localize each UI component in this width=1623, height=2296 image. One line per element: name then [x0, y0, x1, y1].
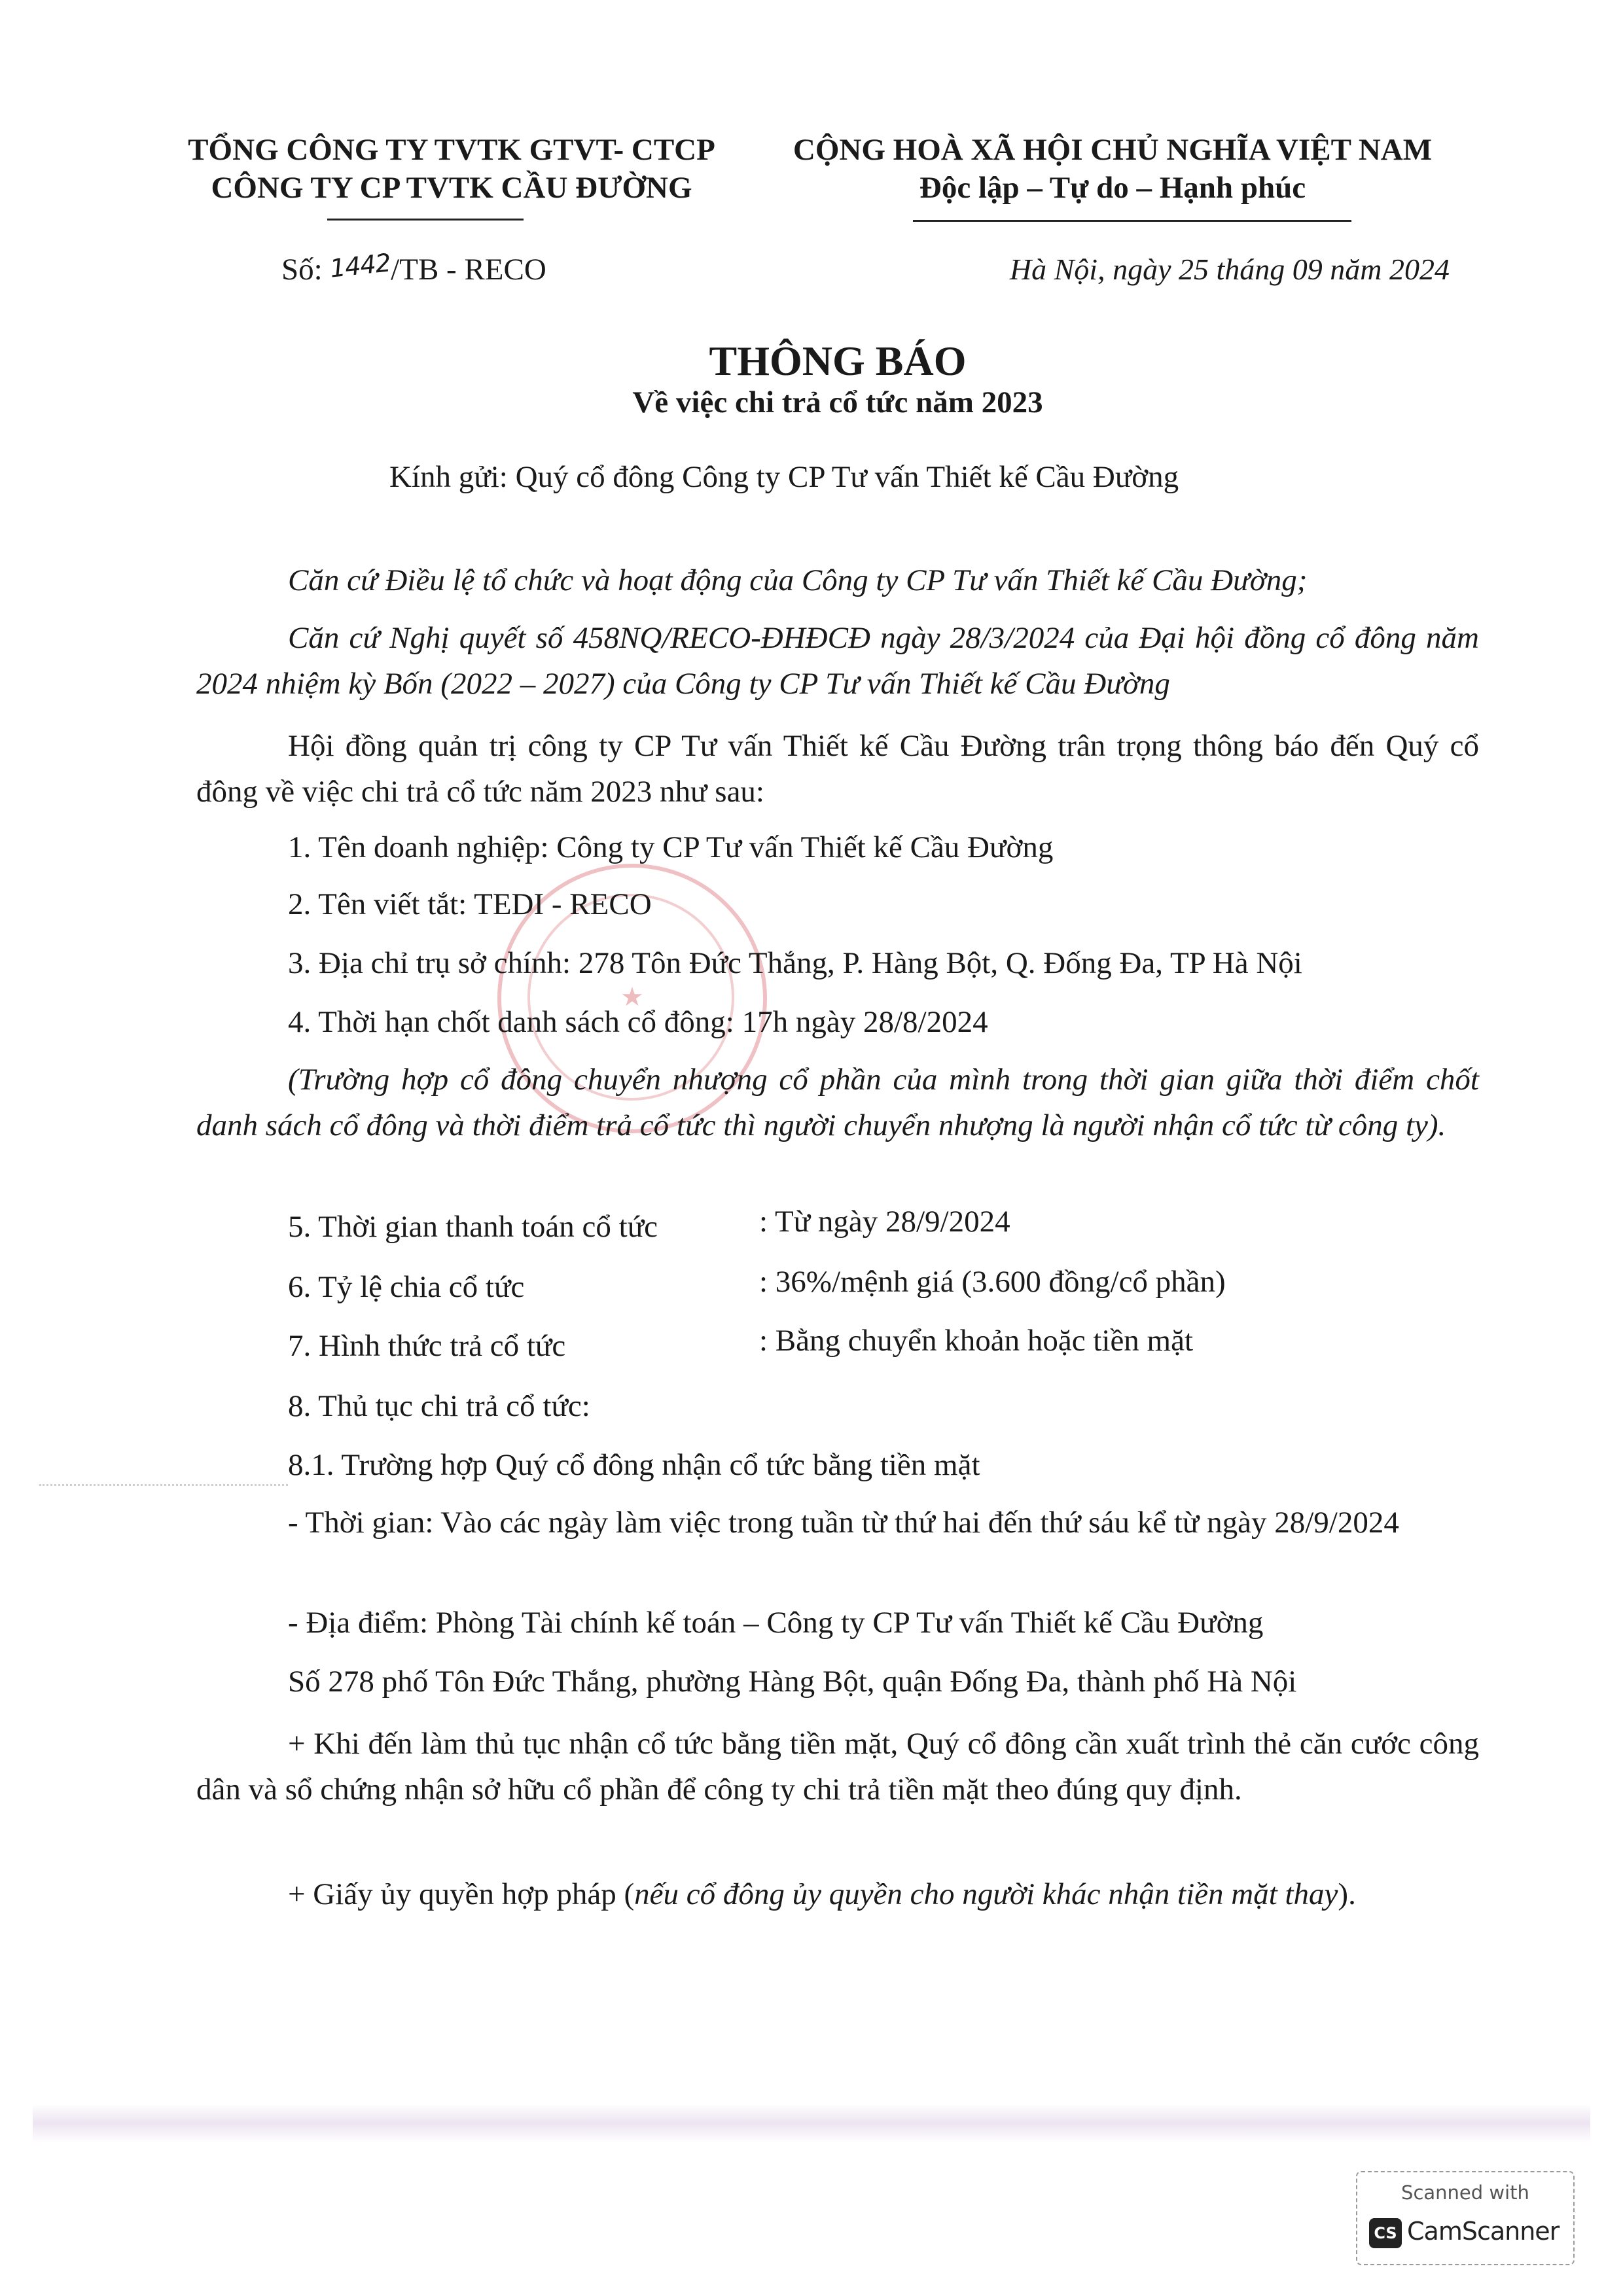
camscanner-name: CamScanner	[1407, 2217, 1560, 2246]
intro-paragraph: Hội đồng quản trị công ty CP Tư vấn Thiết kế Cầu Đường trân trọng thông báo đến Quý cổ đông về việc chi trả cổ tức năm 2023 như sau:	[196, 729, 1479, 809]
basis-resolution: Căn cứ Nghị quyết số 458NQ/RECO-ĐHĐCĐ ngày 28/3/2024 của Đại hội đồng cổ đông năm 2024 nhiệm kỳ Bốn (2022 – 2027) của Công ty CP Tư vấn Thiết kế Cầu Đường	[196, 621, 1479, 701]
item-short-name: 2. Tên viết tắt: TEDI - RECO	[288, 887, 652, 921]
document-date: Hà Nội, ngày 25 tháng 09 năm 2024	[1009, 253, 1450, 286]
company-seal-star-icon: ★	[620, 982, 644, 1012]
payment-date-value: : Từ ngày 28/9/2024	[759, 1205, 1010, 1239]
payment-date-label: 5. Thời gian thanh toán cổ tức	[288, 1210, 658, 1244]
basis-charter: Căn cứ Điều lệ tổ chức và hoạt động của Công ty CP Tư vấn Thiết kế Cầu Đường;	[288, 563, 1308, 597]
motto-underline	[913, 220, 1351, 222]
issuer-underline	[327, 219, 524, 221]
document-number	[281, 248, 546, 287]
document-subtitle: Về việc chi trả cổ tức năm 2023	[632, 385, 1043, 419]
national-header	[753, 131, 1472, 207]
dividend-rate-value: : 36%/mệnh giá (3.600 đồng/cổ phần)	[759, 1265, 1226, 1299]
dividend-rate-label: 6. Tỷ lệ chia cổ tức	[288, 1270, 525, 1304]
parent-company-name: TỔNG CÔNG TY TVTK GTVT- CTCP	[188, 133, 715, 167]
procedure-cash-heading: 8.1. Trường hợp Quý cổ đông nhận cổ tức bằng tiền mặt	[288, 1448, 980, 1482]
document-number-handwritten: 1442	[329, 248, 393, 283]
item-company-name: 1. Tên doanh nghiệp: Công ty CP Tư vấn Thiết kế Cầu Đường	[288, 830, 1054, 864]
scan-artifact-band	[33, 2104, 1590, 2143]
procedure-place: - Địa điểm: Phòng Tài chính kế toán – Công ty CP Tư vấn Thiết kế Cầu Đường	[288, 1606, 1264, 1640]
item-address: 3. Địa chỉ trụ sở chính: 278 Tôn Đức Thắng, P. Hàng Bột, Q. Đống Đa, TP Hà Nội	[288, 946, 1302, 980]
document-number-prefix: Số:	[281, 253, 330, 287]
procedure-heading: 8. Thủ tục chi trả cổ tức:	[288, 1389, 590, 1423]
issuer-header	[151, 131, 753, 207]
national-motto: Độc lập – Tự do – Hạnh phúc	[919, 171, 1306, 205]
camscanner-watermark	[1356, 2171, 1575, 2265]
company-name: CÔNG TY CP TVTK CẦU ĐƯỜNG	[211, 171, 692, 205]
item-record-date: 4. Thời hạn chốt danh sách cổ đông: 17h ngày 28/8/2024	[288, 1005, 988, 1039]
authorization-note: + Giấy ủy quyền hợp pháp (nếu cổ đông ủy quyền cho người khác nhận tiền mặt thay).	[288, 1877, 1356, 1911]
document-title: THÔNG BÁO	[709, 338, 967, 384]
payment-method-label: 7. Hình thức trả cổ tức	[288, 1329, 566, 1363]
payment-method-value: : Bằng chuyển khoản hoặc tiền mặt	[759, 1324, 1194, 1358]
procedure-address: Số 278 phố Tôn Đức Thắng, phường Hàng Bột, quận Đống Đa, thành phố Hà Nội	[288, 1665, 1297, 1699]
recipient-line: Kính gửi: Quý cổ đông Công ty CP Tư vấn Thiết kế Cầu Đường	[389, 460, 1179, 494]
camscanner-logo-icon: CS	[1369, 2218, 1402, 2248]
dotted-mark	[39, 1484, 288, 1486]
document-number-suffix: /TB - RECO	[391, 253, 546, 287]
camscanner-caption: Scanned with	[1401, 2181, 1529, 2204]
procedure-time: - Thời gian: Vào các ngày làm việc trong tuần từ thứ hai đến thứ sáu kể từ ngày 28/9/2024	[288, 1506, 1399, 1540]
cash-requirements: + Khi đến làm thủ tục nhận cổ tức bằng tiền mặt, Quý cổ đông cần xuất trình thẻ căn cước công dân và sổ chứng nhận sở hữu cổ phần để công ty chi trả tiền mặt theo đúng quy định.	[196, 1727, 1479, 1807]
national-title: CỘNG HOÀ XÃ HỘI CHỦ NGHĨA VIỆT NAM	[793, 133, 1433, 167]
transfer-note: (Trường hợp cổ đông chuyển nhượng cổ phần của mình trong thời gian giữa thời điểm chốt danh sách cổ đông và thời điểm trả cổ tức thì người chuyển nhượng là người nhận cổ tức từ công ty).	[196, 1063, 1479, 1142]
